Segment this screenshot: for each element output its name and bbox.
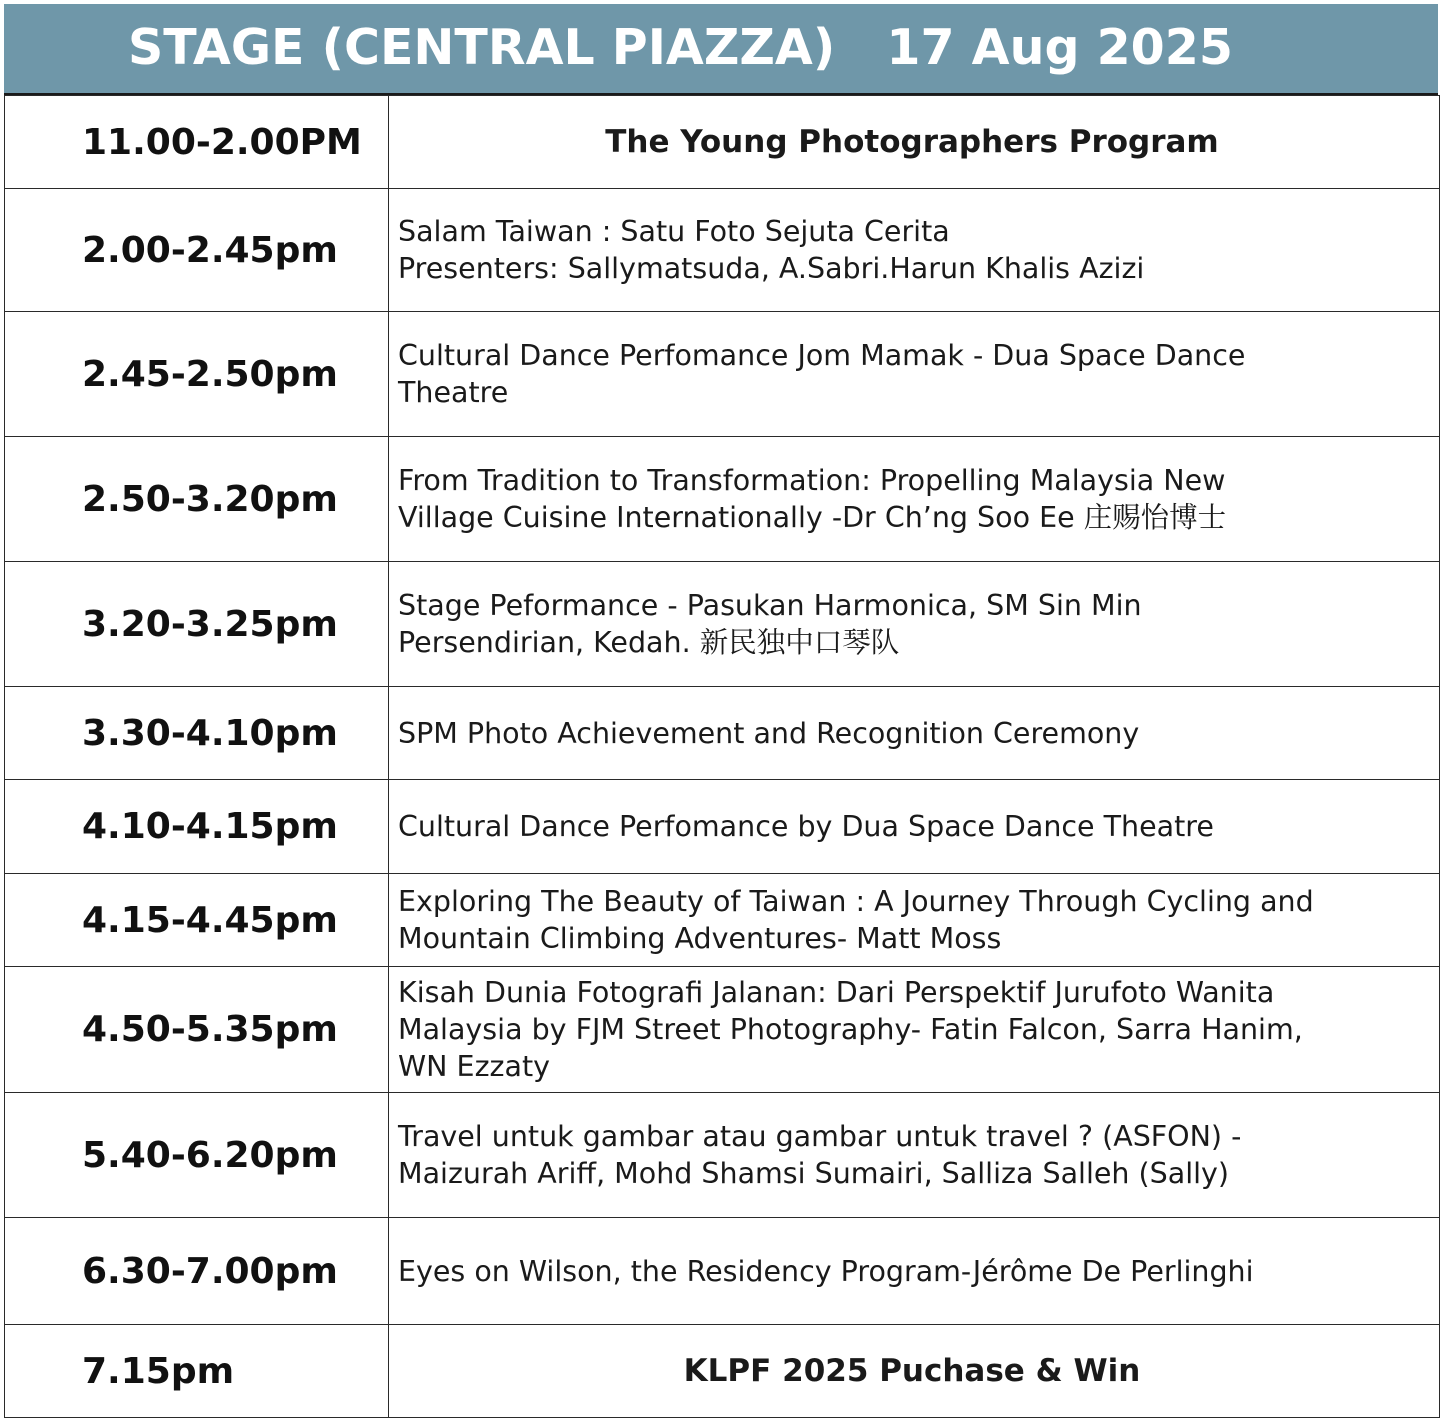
time-cell: 7.15pm xyxy=(5,1325,389,1418)
event-line: Eyes on Wilson, the Residency Program-Jérôme De Perlinghi xyxy=(398,1254,1254,1288)
event-cell xyxy=(389,967,1440,1093)
table-row xyxy=(5,437,1440,562)
event-line: KLPF 2025 Puchase & Win xyxy=(683,1352,1141,1389)
table-row xyxy=(5,780,1440,874)
time-cell: 4.15-4.45pm xyxy=(5,874,389,967)
event-cell xyxy=(389,312,1440,437)
event-line: From Tradition to Transformation: Propelling Malaysia New xyxy=(398,464,1226,497)
table-row xyxy=(5,1325,1440,1418)
event-line: Mountain Climbing Adventures- Matt Moss xyxy=(398,922,1002,955)
event-line: Cultural Dance Perfomance Jom Mamak - Dua Space Dance xyxy=(398,339,1246,372)
event-line: Exploring The Beauty of Taiwan : A Journey Through Cycling and xyxy=(398,885,1314,918)
event-line: Cultural Dance Perfomance by Dua Space Dance Theatre xyxy=(398,810,1214,843)
table-row xyxy=(5,189,1440,312)
event-cell xyxy=(389,189,1440,312)
event-cell xyxy=(389,687,1440,780)
event-cell xyxy=(389,437,1440,562)
event-line: Maizurah Ariff, Mohd Shamsi Sumairi, Salliza Salleh (Sally) xyxy=(398,1157,1230,1190)
event-cell xyxy=(389,780,1440,874)
event-line: Village Cuisine Internationally -Dr Ch’ng Soo Ee 庄赐怡博士 xyxy=(398,501,1227,534)
event-cell xyxy=(389,1325,1440,1418)
event-line: Presenters: Sallymatsuda, A.Sabri.Harun Khalis Azizi xyxy=(398,252,1145,285)
table-row xyxy=(5,874,1440,967)
event-line: Persendirian, Kedah. 新民独中口琴队 xyxy=(398,626,900,659)
time-cell: 11.00-2.00PM xyxy=(5,96,389,189)
table-row xyxy=(5,312,1440,437)
time-cell: 2.00-2.45pm xyxy=(5,189,389,312)
event-cell xyxy=(389,1218,1440,1325)
event-line: WN Ezzaty xyxy=(398,1050,550,1083)
time-cell: 4.10-4.15pm xyxy=(5,780,389,874)
table-row xyxy=(5,562,1440,687)
table-row xyxy=(5,967,1440,1093)
event-line: Salam Taiwan : Satu Foto Sejuta Cerita xyxy=(398,215,950,248)
event-line: Theatre xyxy=(398,376,509,409)
event-cell xyxy=(389,1093,1440,1218)
event-cell xyxy=(389,562,1440,687)
event-line: Stage Peformance - Pasukan Harmonica, SM Sin Min xyxy=(398,589,1142,622)
event-line: SPM Photo Achievement and Recognition Ceremony xyxy=(398,716,1140,750)
header-banner xyxy=(4,4,1438,95)
time-cell: 6.30-7.00pm xyxy=(5,1218,389,1325)
event-line: Travel untuk gambar atau gambar untuk travel ? (ASFON) - xyxy=(398,1120,1242,1153)
time-cell: 2.45-2.50pm xyxy=(5,312,389,437)
time-cell: 4.50-5.35pm xyxy=(5,967,389,1093)
time-cell: 5.40-6.20pm xyxy=(5,1093,389,1218)
time-cell: 2.50-3.20pm xyxy=(5,437,389,562)
event-line: Malaysia by FJM Street Photography- Fatin Falcon, Sarra Hanim, xyxy=(398,1013,1303,1046)
event-line: The Young Photographers Program xyxy=(605,123,1219,160)
table-row xyxy=(5,1218,1440,1325)
page-title: STAGE (CENTRAL PIAZZA) 17 Aug 2025 xyxy=(128,19,1233,76)
event-line: Kisah Dunia Fotografi Jalanan: Dari Perspektif Jurufoto Wanita xyxy=(398,976,1275,1009)
table-row xyxy=(5,687,1440,780)
table-row xyxy=(5,1093,1440,1218)
table-row xyxy=(5,96,1440,189)
time-cell: 3.30-4.10pm xyxy=(5,687,389,780)
event-cell xyxy=(389,874,1440,967)
time-cell: 3.20-3.25pm xyxy=(5,562,389,687)
schedule-table xyxy=(4,95,1440,1418)
event-cell xyxy=(389,96,1440,189)
